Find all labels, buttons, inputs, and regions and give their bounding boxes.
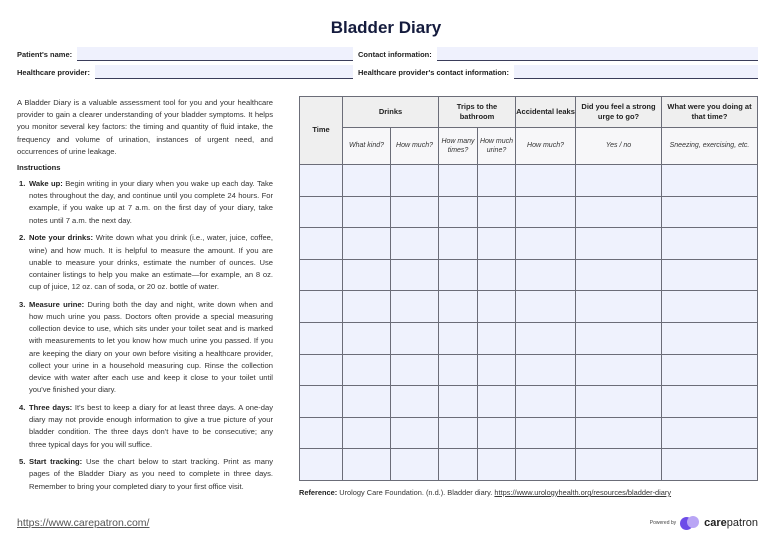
table-row xyxy=(300,196,758,228)
header-trips: Trips to the bathroom xyxy=(439,97,516,128)
cell-drink-kind[interactable] xyxy=(343,449,391,481)
carepatron-logo-icon xyxy=(680,516,700,530)
subheader-yes-no: Yes / no xyxy=(576,128,662,165)
step-number: 4. xyxy=(19,402,26,412)
cell-urge[interactable] xyxy=(576,259,662,291)
diary-table-body xyxy=(300,165,758,481)
table-row xyxy=(300,291,758,323)
cell-urge[interactable] xyxy=(576,291,662,323)
step-number: 2. xyxy=(19,233,26,243)
cell-time[interactable] xyxy=(300,354,343,386)
provider-contact-information-label: Healthcare provider's contact information: xyxy=(358,68,509,77)
instructions-list xyxy=(17,178,273,498)
cell-trip-count[interactable] xyxy=(439,322,478,354)
subheader-what-kind: What kind? xyxy=(343,128,391,165)
instruction-step xyxy=(17,402,273,451)
cell-trip-count[interactable] xyxy=(439,291,478,323)
healthcare-provider-field xyxy=(17,65,353,79)
cell-urine-amount[interactable] xyxy=(478,417,516,449)
instructions-heading: Instructions xyxy=(17,163,61,172)
patient-name-input[interactable] xyxy=(77,47,353,61)
cell-urine-amount[interactable] xyxy=(478,165,516,197)
patient-name-field xyxy=(17,47,353,61)
cell-urge[interactable] xyxy=(576,196,662,228)
step-heading: Wake up: xyxy=(29,179,63,188)
cell-leak-amount[interactable] xyxy=(516,259,576,291)
cell-leak-amount[interactable] xyxy=(516,228,576,260)
reference-label: Reference: xyxy=(299,488,338,497)
cell-urine-amount[interactable] xyxy=(478,354,516,386)
cell-drink-amount[interactable] xyxy=(391,259,439,291)
cell-drink-kind[interactable] xyxy=(343,259,391,291)
cell-urge[interactable] xyxy=(576,228,662,260)
powered-by-carepatron[interactable] xyxy=(650,516,758,530)
contact-information-field xyxy=(358,47,758,61)
table-row xyxy=(300,259,758,291)
cell-leak-amount[interactable] xyxy=(516,322,576,354)
bladder-diary-table xyxy=(299,96,758,481)
cell-drink-amount[interactable] xyxy=(391,228,439,260)
cell-trip-count[interactable] xyxy=(439,196,478,228)
reference-link[interactable]: https://www.urologyhealth.org/resources/bladder-diary xyxy=(494,488,672,497)
cell-time[interactable] xyxy=(300,322,343,354)
cell-activity[interactable] xyxy=(662,386,758,418)
cell-trip-count[interactable] xyxy=(439,228,478,260)
cell-time[interactable] xyxy=(300,291,343,323)
cell-time[interactable] xyxy=(300,228,343,260)
header-urge: Did you feel a strong urge to go? xyxy=(576,97,662,128)
step-text: Begin writing in your diary when you wake up each day. Take notes throughout the day, and continue until you complete 24 hours. For example, if you wake up at 7 a.m. on the first day of your diary, take notes until 7 a.m. the next day. xyxy=(29,179,273,225)
cell-time[interactable] xyxy=(300,449,343,481)
cell-urine-amount[interactable] xyxy=(478,449,516,481)
healthcare-provider-label: Healthcare provider: xyxy=(17,68,90,77)
header-leaks: Accidental leaks xyxy=(516,97,576,128)
cell-drink-amount[interactable] xyxy=(391,165,439,197)
cell-urine-amount[interactable] xyxy=(478,386,516,418)
table-row xyxy=(300,165,758,197)
cell-leak-amount[interactable] xyxy=(516,417,576,449)
cell-trip-count[interactable] xyxy=(439,354,478,386)
cell-drink-amount[interactable] xyxy=(391,449,439,481)
table-row xyxy=(300,417,758,449)
subheader-leak-how-much: How much? xyxy=(516,128,576,165)
intro-paragraph: A Bladder Diary is a valuable assessment tool for you and your healthcare provider to gain a clearer understanding of your bladder symptoms. It helps you monitor several key factors: the timing and quantity of fluid intake, the frequency and volume of urination, instances of urgent need, and occurrences of urine leakage. xyxy=(17,98,273,156)
cell-drink-kind[interactable] xyxy=(343,322,391,354)
cell-trip-count[interactable] xyxy=(439,386,478,418)
provider-contact-information-input[interactable] xyxy=(514,65,758,79)
cell-drink-kind[interactable] xyxy=(343,165,391,197)
table-row xyxy=(300,449,758,481)
cell-drink-amount[interactable] xyxy=(391,417,439,449)
cell-urge[interactable] xyxy=(576,354,662,386)
cell-activity[interactable] xyxy=(662,417,758,449)
reference xyxy=(299,488,671,497)
step-text: Use the chart below to start tracking. Print as many pages of the Bladder Diary as you need to complete in three days. Remember to bring your completed diary to your first office visit. xyxy=(29,457,274,491)
provider-contact-information-field xyxy=(358,65,758,79)
cell-activity[interactable] xyxy=(662,165,758,197)
cell-activity[interactable] xyxy=(662,196,758,228)
carepatron-website-link[interactable]: https://www.carepatron.com/ xyxy=(17,517,150,529)
cell-drink-amount[interactable] xyxy=(391,291,439,323)
step-heading: Three days: xyxy=(29,402,73,412)
page-title: Bladder Diary xyxy=(330,18,442,37)
cell-leak-amount[interactable] xyxy=(516,165,576,197)
cell-drink-kind[interactable] xyxy=(343,291,391,323)
cell-urge[interactable] xyxy=(576,165,662,197)
step-number: 5. xyxy=(19,457,26,467)
patient-name-label: Patient's name: xyxy=(17,50,73,59)
contact-information-input[interactable] xyxy=(437,47,758,61)
cell-activity[interactable] xyxy=(662,228,758,260)
table-row xyxy=(300,322,758,354)
powered-by-label: Powered by xyxy=(649,520,677,526)
cell-drink-amount[interactable] xyxy=(391,322,439,354)
subheader-how-much-urine: How much urine? xyxy=(478,128,516,165)
step-heading: Measure urine: xyxy=(29,299,85,309)
subheader-doing-example: Sneezing, exercising, etc. xyxy=(662,128,758,165)
instruction-step xyxy=(17,456,273,493)
cell-urine-amount[interactable] xyxy=(478,196,516,228)
instruction-step xyxy=(17,232,273,293)
carepatron-wordmark: carepatron xyxy=(704,517,758,529)
step-number: 1. xyxy=(19,179,26,188)
cell-activity[interactable] xyxy=(662,259,758,291)
step-text: Write down what you drink (i.e., water, juice, coffee, wine) and how much. It is helpful to measure the amount. If you are unable to measure your drinks, estimate the number of ounces. Use container listings to help you make an estimate—for example, an 8 oz. cup of juice, 12 oz. can of soda, or 20 oz. bottle of water. xyxy=(29,233,273,292)
cell-activity[interactable] xyxy=(662,291,758,323)
cell-drink-amount[interactable] xyxy=(391,196,439,228)
header-time: Time xyxy=(300,97,343,165)
cell-drink-kind[interactable] xyxy=(343,354,391,386)
cell-trip-count[interactable] xyxy=(439,417,478,449)
subheader-how-many-times: How many times? xyxy=(439,128,478,165)
table-row xyxy=(300,228,758,260)
cell-drink-kind[interactable] xyxy=(343,228,391,260)
contact-information-label: Contact information: xyxy=(358,50,432,59)
cell-drink-amount[interactable] xyxy=(391,386,439,418)
cell-urge[interactable] xyxy=(576,449,662,481)
reference-text: Urology Care Foundation. (n.d.). Bladder diary. xyxy=(337,488,495,497)
cell-activity[interactable] xyxy=(662,322,758,354)
cell-activity[interactable] xyxy=(662,449,758,481)
header-drinks: Drinks xyxy=(343,97,439,128)
healthcare-provider-input[interactable] xyxy=(95,65,353,79)
cell-leak-amount[interactable] xyxy=(516,196,576,228)
subheader-drink-how-much: How much? xyxy=(391,128,439,165)
cell-trip-count[interactable] xyxy=(439,449,478,481)
cell-time[interactable] xyxy=(300,417,343,449)
cell-time[interactable] xyxy=(300,259,343,291)
cell-urge[interactable] xyxy=(576,322,662,354)
cell-leak-amount[interactable] xyxy=(516,354,576,386)
cell-activity[interactable] xyxy=(662,354,758,386)
step-heading: Note your drinks: xyxy=(29,233,94,243)
cell-urine-amount[interactable] xyxy=(478,228,516,260)
cell-leak-amount[interactable] xyxy=(516,386,576,418)
cell-urine-amount[interactable] xyxy=(478,291,516,323)
cell-urine-amount[interactable] xyxy=(478,322,516,354)
cell-trip-count[interactable] xyxy=(439,165,478,197)
cell-drink-amount[interactable] xyxy=(391,354,439,386)
cell-leak-amount[interactable] xyxy=(516,449,576,481)
cell-time[interactable] xyxy=(300,196,343,228)
step-text: During both the day and night, write down when and how much urine you pass. Doctors often provide a special measuring collection device to use, which sits under your toilet seat and is marked with measurements to let you know how much urine you passed. If you are keeping the diary on your own before visiting a healthcare provider, collect your urine in a household measuring cup. Rinse the collection device with water after each use and keep it close to your toilet until you've finished your diary. xyxy=(29,299,273,395)
instruction-step xyxy=(17,299,273,397)
cell-drink-kind[interactable] xyxy=(343,196,391,228)
table-row xyxy=(300,354,758,386)
cell-urge[interactable] xyxy=(576,386,662,418)
table-row xyxy=(300,386,758,418)
cell-time[interactable] xyxy=(300,386,343,418)
cell-time[interactable] xyxy=(300,165,343,197)
step-text: It's best to keep a diary for at least three days. A one-day diary may not provide enough information to give a true picture of your bladder condition. The three days don't have to be consecutive; any three typical days for you will suffice. xyxy=(29,402,273,449)
cell-urge[interactable] xyxy=(576,417,662,449)
step-number: 3. xyxy=(19,299,26,309)
step-heading: Start tracking: xyxy=(29,457,83,467)
cell-drink-kind[interactable] xyxy=(343,386,391,418)
cell-urine-amount[interactable] xyxy=(478,259,516,291)
header-doing: What were you doing at that time? xyxy=(662,97,758,128)
cell-trip-count[interactable] xyxy=(439,259,478,291)
cell-drink-kind[interactable] xyxy=(343,417,391,449)
cell-leak-amount[interactable] xyxy=(516,291,576,323)
instruction-step xyxy=(17,178,273,227)
